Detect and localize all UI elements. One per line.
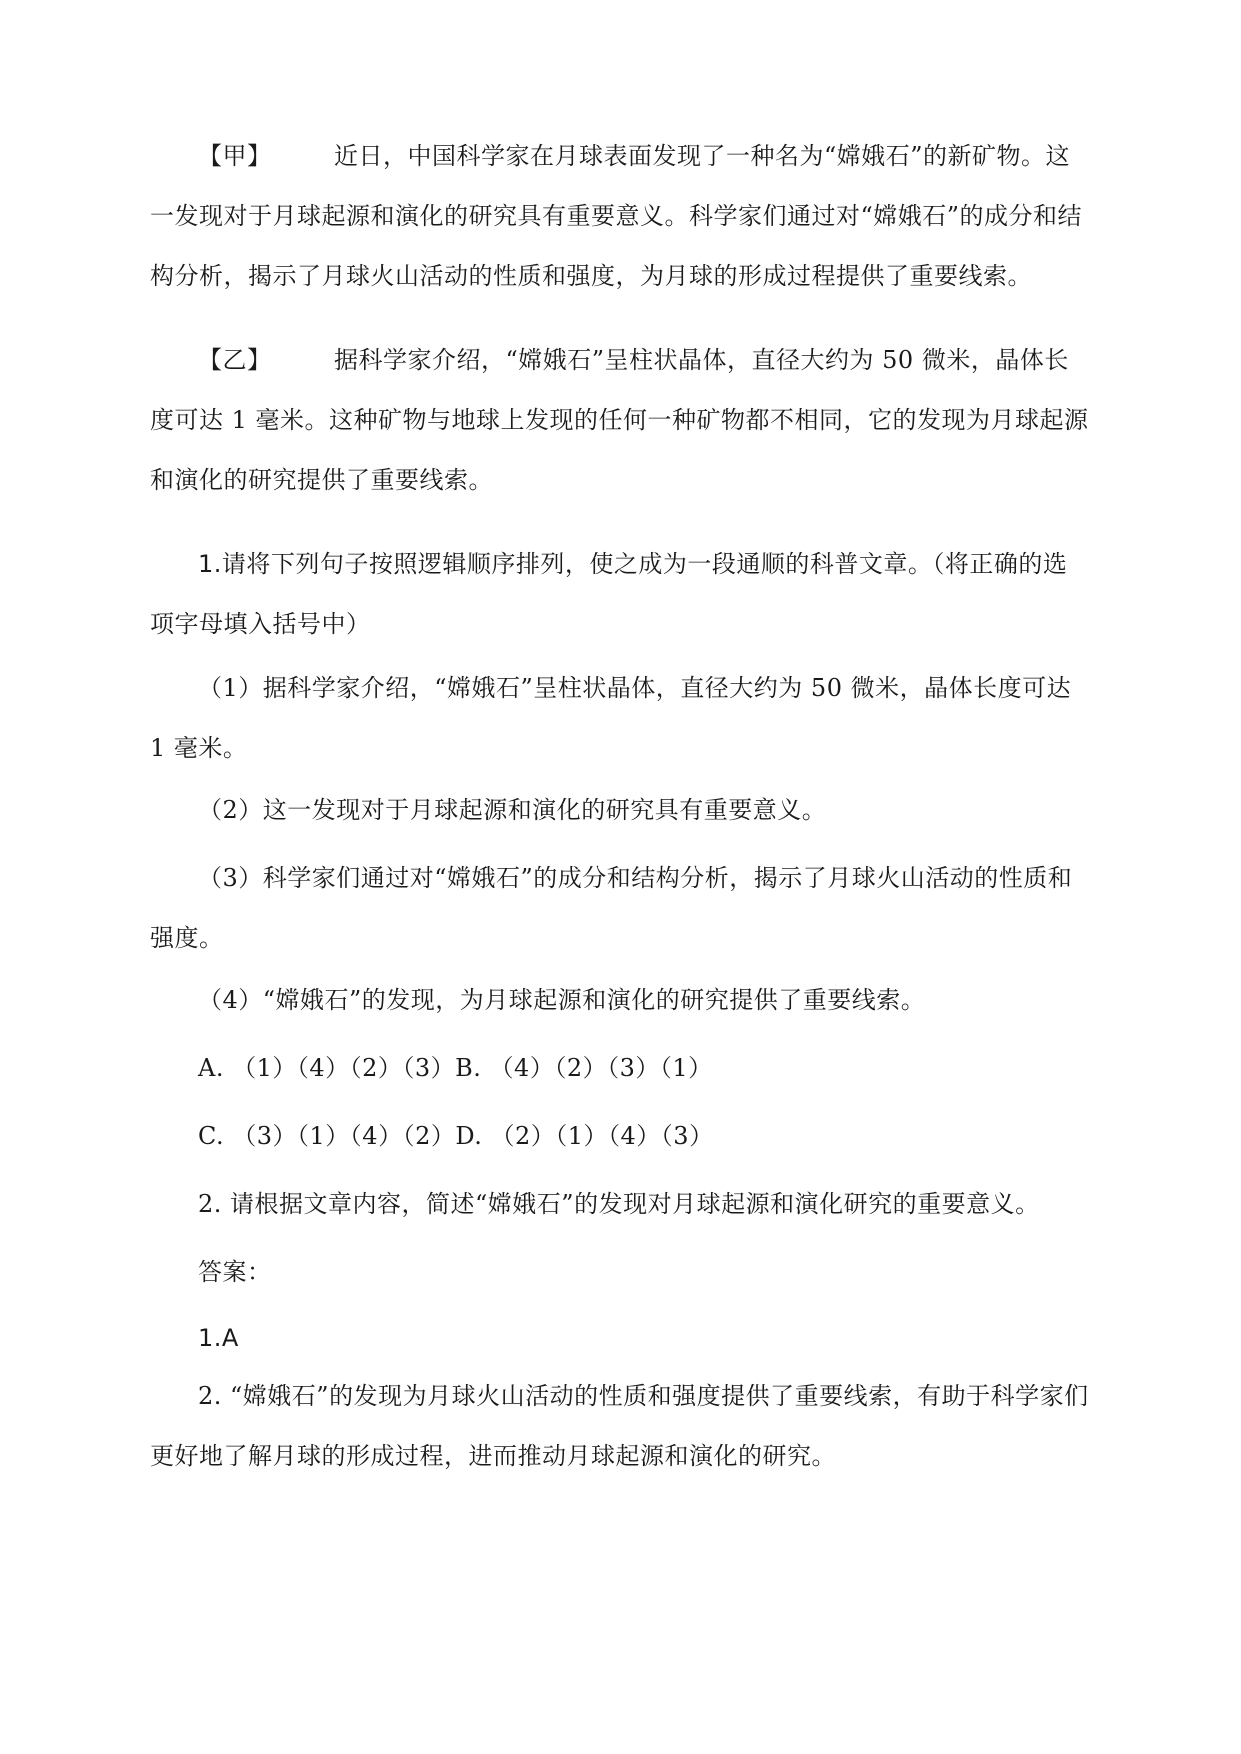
question1-sentence-2: （2）这一发现对于月球起源和演化的研究具有重要意义。 — [198, 796, 827, 824]
question1-sentence-3: （3）科学家们通过对“嫦娥石”的成分和结构分析，揭示了月球火山活动的性质和强度。 — [150, 864, 1073, 952]
passage-a-mark: 【甲】 — [198, 142, 272, 170]
passage-a-text: 近日，中国科学家在月球表面发现了一种名为“嫦娥石”的新矿物。这一发现对于月球起源和演化的研究具有重要意义。科学家们通过对“嫦娥石”的成分和结构分析，揭示了月球火山活动的性质和强度，为月球的形成过程提供了重要线索。 — [150, 142, 1083, 290]
answers-heading: 答案： — [198, 1258, 272, 1286]
question1-prompt — [150, 534, 1090, 654]
passage-b-text: 据科学家介绍，“嫦娥石”呈柱状晶体，直径大约为 50 微米，晶体长度可达 1 毫米。这种矿物与地球上发现的任何一种矿物都不相同，它的发现为月球起源和演化的研究提供了重要线索。 — [150, 346, 1089, 494]
question1-options-row-1: A. （1）（4）（2）（3）B. （4）（2）（3）（1） — [198, 1054, 713, 1082]
question1-sentence-4: （4）“嫦娥石”的发现，为月球起源和演化的研究提供了重要线索。 — [198, 986, 926, 1014]
question1-prompt-text: 1.请将下列句子按照逻辑顺序排列，使之成为一段通顺的科普文章。（将正确的选项字母填入括号中） — [150, 550, 1068, 638]
passage-b — [150, 330, 1090, 510]
passage-a — [150, 126, 1090, 306]
question2-prompt: 2. 请根据文章内容，简述“嫦娥石”的发现对月球起源和演化研究的重要意义。 — [198, 1190, 1040, 1218]
passage-b-mark: 【乙】 — [198, 346, 272, 374]
answer-2: 2. “嫦娥石”的发现为月球火山活动的性质和强度提供了重要线索，有助于科学家们更好地了解月球的形成过程，进而推动月球起源和演化的研究。 — [150, 1382, 1089, 1470]
question1-options-row-2: C. （3）（1）（4）（2）D. （2）（1）（4）（3） — [198, 1122, 714, 1150]
question1-sentence-1: （1）据科学家介绍，“嫦娥石”呈柱状晶体，直径大约为 50 微米，晶体长度可达 1 毫米。 — [150, 674, 1072, 762]
answer-1: 1.A — [198, 1324, 239, 1352]
